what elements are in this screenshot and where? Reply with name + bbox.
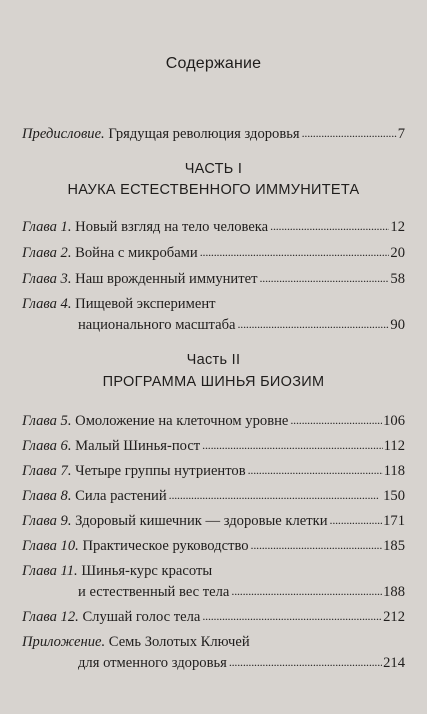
dot-leader	[202, 436, 382, 454]
dot-leader	[202, 607, 382, 625]
dot-leader	[248, 461, 383, 479]
dot-leader	[200, 243, 390, 261]
entry-text: Здоровый кишечник — здоровые клетки	[71, 513, 328, 529]
page-number: 212	[383, 609, 405, 625]
page-number: 12	[390, 219, 405, 235]
page-number: 118	[383, 463, 405, 479]
entry-label: Глава 2.	[22, 245, 72, 261]
entry-text: Семь Золотых Ключей	[105, 634, 250, 650]
dot-leader	[270, 217, 389, 235]
dot-leader	[229, 653, 382, 671]
entry-text: Наш врожденный иммунитет	[71, 271, 258, 287]
dot-leader	[251, 536, 383, 554]
part-2-label: Часть II	[186, 352, 241, 368]
entry-text: Омоложение на клеточном уровне	[71, 413, 289, 429]
toc-entry-chapter-10[interactable]	[22, 537, 405, 555]
toc-entry-chapter-11-cont[interactable]	[78, 583, 405, 601]
toc-entry-chapter-5[interactable]	[22, 412, 405, 430]
page-number: 58	[390, 271, 405, 287]
toc-entry-chapter-2[interactable]	[22, 244, 405, 262]
dot-leader	[231, 582, 382, 600]
entry-text: Четыре группы нутриентов	[71, 463, 246, 479]
toc-entry-preface[interactable]	[22, 125, 405, 143]
entry-label: Глава 6.	[22, 438, 72, 454]
toc-entry-chapter-9[interactable]	[22, 512, 405, 530]
page-number: 171	[383, 513, 405, 529]
dot-leader	[238, 315, 390, 333]
page-number: 188	[383, 584, 405, 600]
entry-label: Глава 12.	[22, 609, 79, 625]
entry-label: Глава 11.	[22, 563, 78, 579]
page-number: 7	[397, 126, 405, 142]
toc-entry-chapter-3[interactable]	[22, 270, 405, 288]
entry-label: Глава 9.	[22, 513, 72, 529]
entry-label: Глава 8.	[22, 488, 72, 504]
part-2-name: ПРОГРАММА ШИНЬЯ БИОЗИМ	[102, 374, 325, 390]
entry-text-continued: для отменного здоровья	[78, 655, 227, 671]
part-1-name: НАУКА ЕСТЕСТВЕННОГО ИММУНИТЕТА	[67, 182, 360, 198]
dot-leader	[290, 411, 382, 429]
entry-label: Глава 4.	[22, 296, 72, 312]
toc-entry-chapter-4[interactable]	[22, 295, 405, 313]
toc-entry-appendix[interactable]	[22, 633, 405, 651]
entry-label: Глава 3.	[22, 271, 72, 287]
part-1-label: ЧАСТЬ I	[184, 161, 243, 177]
toc-entry-chapter-4-cont[interactable]	[78, 316, 405, 334]
dot-leader	[302, 124, 397, 142]
entry-text-continued: национального масштаба	[78, 317, 236, 333]
page-number: 20	[390, 245, 405, 261]
toc-title: Содержание	[165, 55, 262, 72]
entry-text: Шинья-курс красоты	[77, 563, 213, 579]
page-number: 106	[383, 413, 405, 429]
entry-label: Глава 7.	[22, 463, 72, 479]
entry-label: Глава 10.	[22, 538, 79, 554]
entry-text: Грядущая революция здоровья	[104, 126, 300, 142]
entry-label: Глава 5.	[22, 413, 72, 429]
entry-text-continued: и естественный вес тела	[78, 584, 230, 600]
toc-entry-chapter-6[interactable]	[22, 437, 405, 455]
entry-text: Слушай голос тела	[78, 609, 201, 625]
dot-leader	[259, 269, 389, 287]
entry-label: Приложение.	[22, 634, 106, 650]
entry-label: Глава 1.	[22, 219, 72, 235]
entry-text: Новый взгляд на тело человека	[71, 219, 269, 235]
toc-entry-chapter-11[interactable]	[22, 562, 405, 580]
page-number: 112	[383, 438, 405, 454]
page-number: 185	[383, 538, 405, 554]
dot-leader	[169, 486, 382, 504]
entry-text: Практическое руководство	[78, 538, 249, 554]
toc-entry-appendix-cont[interactable]	[78, 654, 405, 672]
dot-leader	[330, 511, 383, 529]
entry-text: Сила растений	[71, 488, 167, 504]
page-number: 90	[390, 317, 405, 333]
entry-text: Война с микробами	[71, 245, 198, 261]
toc-entry-chapter-12[interactable]	[22, 608, 405, 626]
page-number: 214	[383, 655, 405, 671]
page-number: 150	[383, 488, 405, 504]
entry-text: Малый Шинья-пост	[71, 438, 201, 454]
toc-entry-chapter-7[interactable]	[22, 462, 405, 480]
toc-entry-chapter-8[interactable]	[22, 487, 405, 505]
toc-entry-chapter-1[interactable]	[22, 218, 405, 236]
entry-text: Пищевой эксперимент	[71, 296, 216, 312]
entry-label: Предисловие.	[22, 126, 105, 142]
